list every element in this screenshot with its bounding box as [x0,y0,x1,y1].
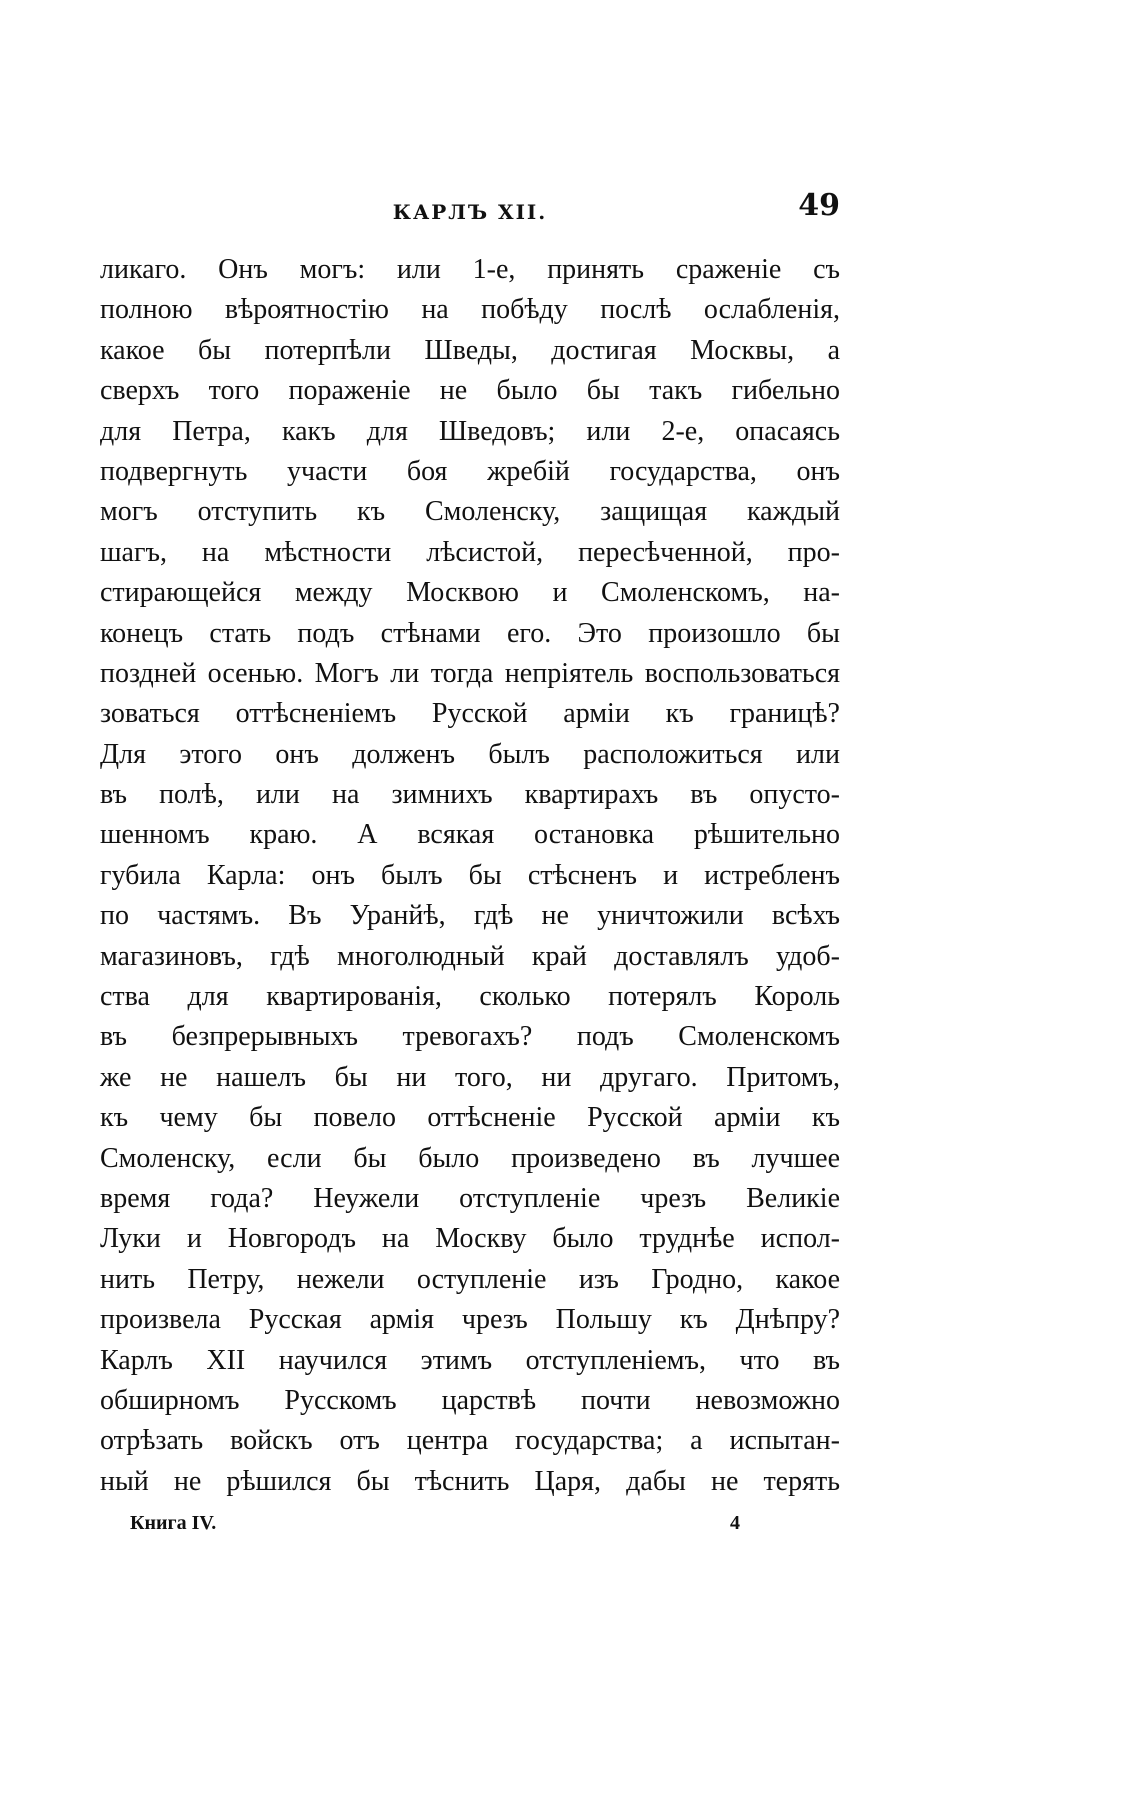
text-line: Луки и Новгородъ на Москву было труднѣе испол- [100,1223,840,1255]
text-line: полною вѣроятностію на побѣду послѣ ослабленія, [100,294,840,326]
text-line: ства для квартированія, сколько потерялъ Король [100,981,840,1013]
text-line: ный не рѣшился бы тѣснить Царя, дабы не терять [100,1465,840,1497]
text-line: нить Петру, нежели оступленіе изъ Гродно, какое [100,1263,840,1295]
text-line: шенномъ краю. А всякая остановка рѣшительно [100,819,840,851]
text-line: губила Карла: онъ былъ бы стѣсненъ и истребленъ [100,859,840,891]
text-line: въ полѣ, или на зимнихъ квартирахъ въ опусто- [100,779,840,811]
text-line: конецъ стать подъ стѣнами его. Это произошло бы [100,617,840,649]
running-head [100,188,840,228]
text-line: поздней осенью. Могъ ли тогда непріятель воспользоваться [100,657,840,689]
text-line: же не нашелъ бы ни того, ни другаго. Притомъ, [100,1061,840,1093]
text-line: магазиновъ, гдѣ многолюдный край доставлялъ удоб- [100,940,840,972]
signature-number: 4 [730,1512,740,1534]
text-line: по частямъ. Въ Уранйѣ, гдѣ не уничтожили всѣхъ [100,900,840,932]
text-line: Смоленску, если бы было произведено въ лучшее [100,1142,840,1174]
text-line: подвергнуть участи боя жребій государства, онъ [100,455,840,487]
text-line: къ чему бы повело оттѣсненіе Русской арміи къ [100,1102,840,1134]
text-line: могъ отступить къ Смоленску, защищая каждый [100,496,840,528]
text-line: обширномъ Русскомъ царствѣ почти невозможно [100,1384,840,1416]
body-text [100,250,840,1502]
page-number: 49 [798,188,840,223]
text-line: ликаго. Онъ могъ: или 1-е, принять сраженіе съ [100,254,840,285]
text-line: какое бы потерпѣли Шведы, достигая Москвы, а [100,334,840,366]
text-line: стирающейся между Москвою и Смоленскомъ, на- [100,577,840,609]
text-line: отрѣзать войскъ отъ центра государства; а испытан- [100,1425,840,1457]
text-line: Карлъ XII научился этимъ отступленіемъ, что въ [100,1344,840,1376]
text-line: зоваться оттѣсненіемъ Русской арміи къ границѣ? [100,698,840,730]
page-footer [100,1512,840,1542]
text-line: шагъ, на мѣстности лѣсистой, пересѣченной, про- [100,536,840,568]
text-line: для Петра, какъ для Шведовъ; или 2-е, опасаясь [100,415,840,447]
text-line: въ безпрерывныхъ тревогахъ? подъ Смоленскомъ [100,1021,840,1053]
text-line: сверхъ того пораженіе не было бы такъ гибельно [100,375,840,407]
text-line: произвела Русская армія чрезъ Польшу къ Днѣпру? [100,1304,840,1336]
text-line: Для этого онъ долженъ былъ расположиться или [100,738,840,770]
running-title: КАРЛЪ XII. [392,200,548,224]
signature-book: Книга IV. [130,1512,217,1534]
text-line: время года? Неужели отступленіе чрезъ Великіе [100,1182,840,1214]
